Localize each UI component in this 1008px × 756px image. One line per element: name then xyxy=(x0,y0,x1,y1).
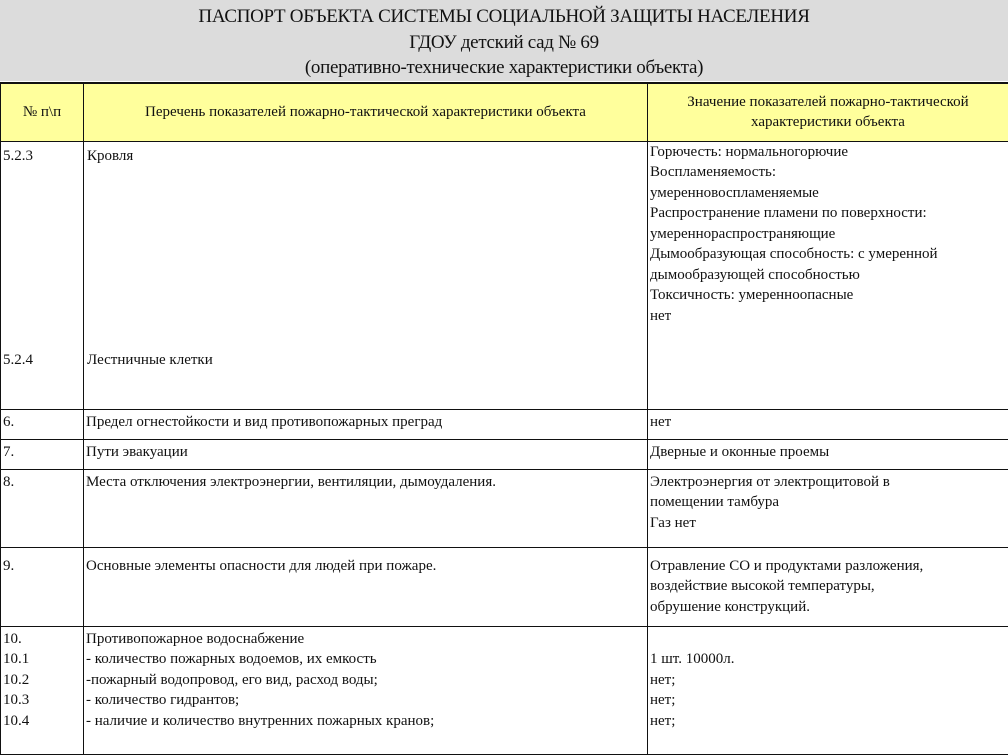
table-row xyxy=(1,547,1008,626)
table-row xyxy=(1,626,1008,754)
value-line: нет; xyxy=(650,712,676,729)
table-header-row xyxy=(1,83,1008,141)
value-line: Дымообразующая способность: с умеренной xyxy=(650,246,938,262)
row-name-cell xyxy=(84,626,648,754)
value-line: 1 шт. 10000л. xyxy=(650,651,735,667)
row-number-cell xyxy=(1,141,84,409)
row-name: Основные элементы опасности для людей при пожаре. xyxy=(84,547,648,626)
value-line: воздействие высокой температуры, xyxy=(650,578,875,594)
value-line: Газ нет xyxy=(650,514,696,531)
row-number: 10. xyxy=(3,630,22,647)
row-value-cell xyxy=(648,626,1008,754)
row-number: 6. xyxy=(1,409,84,439)
value-line: помещении тамбура xyxy=(650,494,780,510)
row-name: -пожарный водопровод, его вид, расход воды; xyxy=(86,671,378,688)
row-name: Противопожарное водоснабжение xyxy=(86,630,305,647)
row-name: Пути эвакуации xyxy=(84,439,648,469)
value-line: Распространение пламени по поверхности: xyxy=(650,205,927,221)
row-name: Лестничные клетки xyxy=(87,351,213,368)
title-line-2: ГДОУ детский сад № 69 xyxy=(409,31,599,53)
value-line: Горючесть: нормальногорючие xyxy=(650,143,849,160)
row-number: 5.2.4 xyxy=(3,351,33,368)
row-number: 10.3 xyxy=(3,692,30,708)
row-name: - количество пожарных водоемов, их емкость xyxy=(86,651,377,667)
value-line xyxy=(650,629,1008,650)
value-line: обрушение конструкций. xyxy=(650,598,810,615)
header-indicator: Перечень показателей пожарно-тактической характеристики объекта xyxy=(84,83,648,141)
row-value-cell xyxy=(648,141,1008,409)
row-number: 8. xyxy=(1,469,84,547)
header-value: Значение показателей пожарно-тактической характеристики объекта xyxy=(648,83,1008,141)
value-line: нет xyxy=(650,307,672,324)
row-number: 10.4 xyxy=(3,712,30,729)
row-name: Предел огнестойкости и вид противопожарных преград xyxy=(84,409,648,439)
table-row xyxy=(1,469,1008,547)
row-name: Места отключения электроэнергии, вентиляции, дымоудаления. xyxy=(84,469,648,547)
row-number: 10.2 xyxy=(3,671,30,688)
row-value: нет xyxy=(648,409,1008,439)
header-number: № п\п xyxy=(1,83,84,141)
title-line-3: (оперативно-технические характеристики объекта) xyxy=(304,57,704,78)
row-name: Кровля xyxy=(87,147,134,164)
row-name: - наличие и количество внутренних пожарных кранов; xyxy=(86,712,435,729)
row-value-cell xyxy=(648,547,1008,626)
value-line: Отравление СО и продуктами разложения, xyxy=(650,557,924,574)
value-line: нет; xyxy=(650,671,676,688)
table-row xyxy=(1,409,1008,439)
value-line: нет; xyxy=(650,692,676,708)
document-title-band xyxy=(0,0,1008,81)
table-row xyxy=(1,141,1008,409)
row-name-cell xyxy=(84,141,648,409)
row-value: Дверные и оконные проемы xyxy=(648,439,1008,469)
row-number: 5.2.3 xyxy=(3,147,33,164)
row-value-cell xyxy=(648,469,1008,547)
row-name: - количество гидрантов; xyxy=(86,692,240,708)
value-line: Электроэнергия от электрощитовой в xyxy=(650,473,890,490)
row-number: 10.1 xyxy=(3,651,30,667)
value-line: дымообразующей способностью xyxy=(650,266,860,283)
title-line-1: ПАСПОРТ ОБЪЕКТА СИСТЕМЫ СОЦИАЛЬНОЙ ЗАЩИТЫ НАСЕЛЕНИЯ xyxy=(198,6,810,27)
value-line: умеренновоспламеняемые xyxy=(650,184,819,201)
row-number: 7. xyxy=(1,439,84,469)
value-line: умереннораспространяющие xyxy=(650,225,836,242)
table-row xyxy=(1,439,1008,469)
row-number-cell xyxy=(1,626,84,754)
value-line: Воспламеняемость: xyxy=(650,164,777,180)
row-number: 9. xyxy=(1,547,84,626)
characteristics-table xyxy=(0,82,1008,755)
value-line: Токсичность: умеренноопасные xyxy=(650,287,854,303)
